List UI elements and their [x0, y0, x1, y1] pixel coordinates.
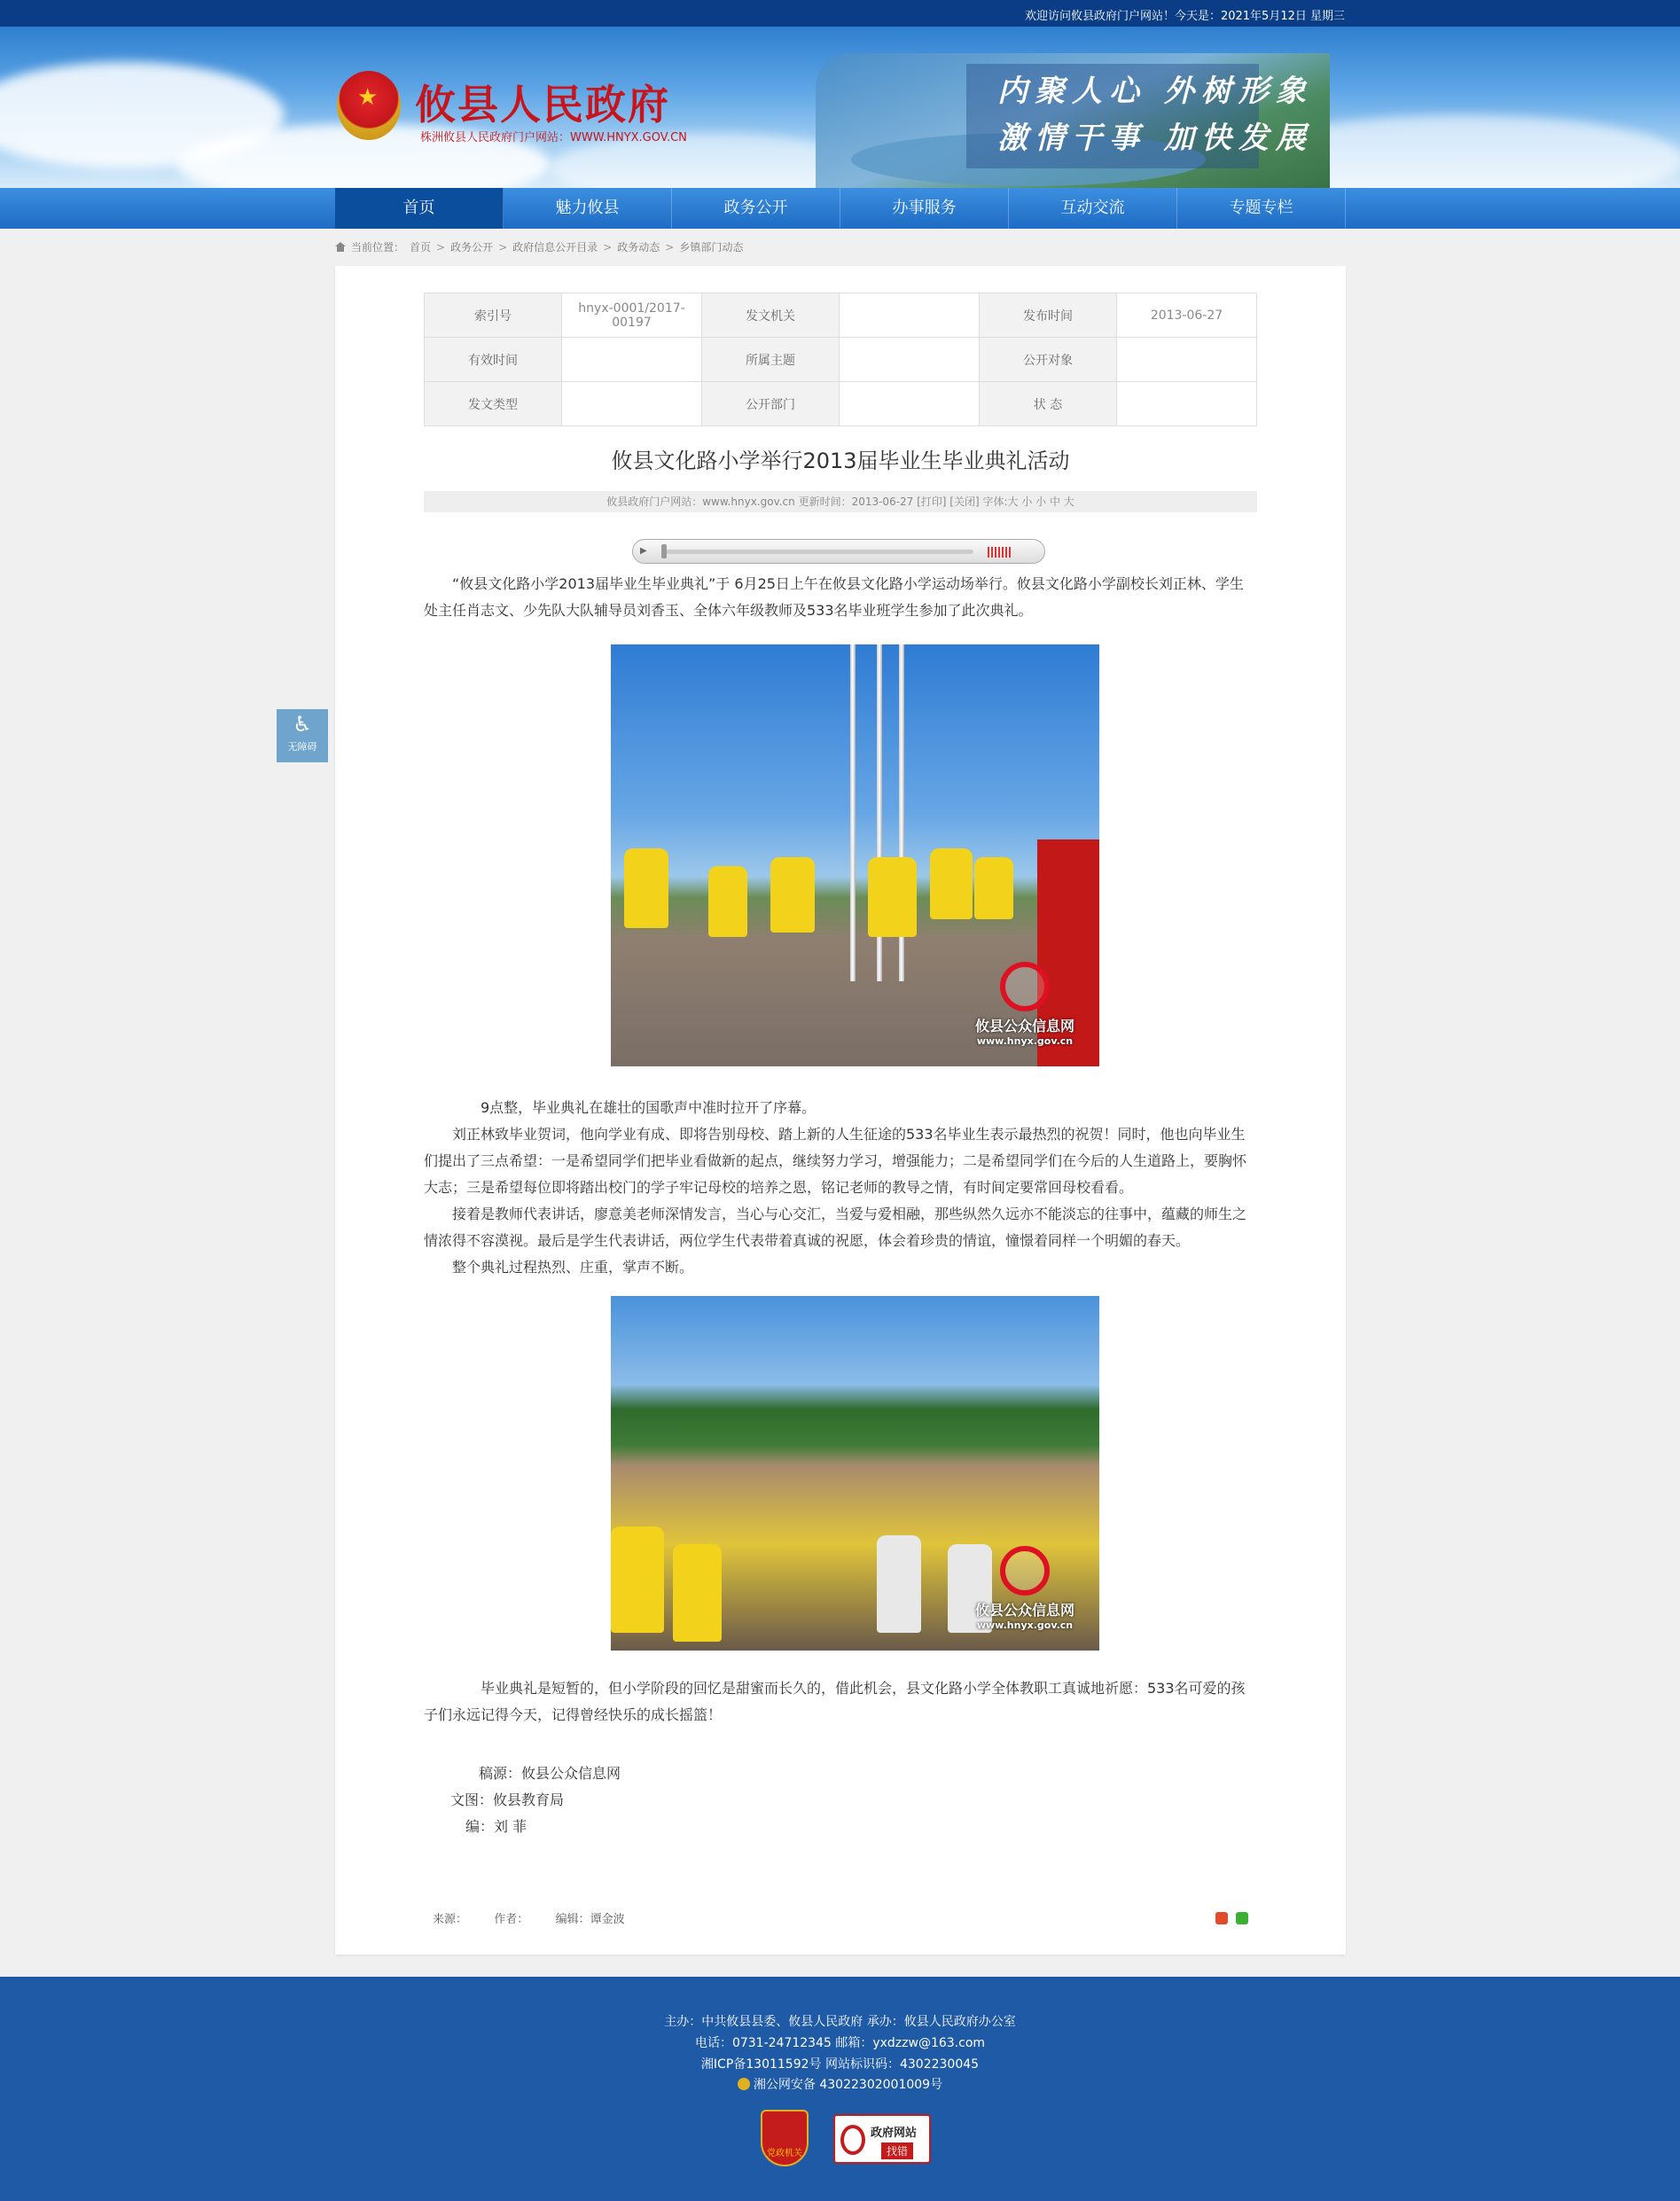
student-figure [930, 848, 973, 919]
police-record-text: 湘公网安备 43022302001009号 [753, 2078, 943, 2092]
breadcrumb [335, 239, 743, 254]
article-paragraph: 毕业典礼是短暂的，但小学阶段的回忆是甜蜜而长久的，借此机会，县文化路小学全体教职工真诚地祈愿：533名可爱的孩子们永远记得今天，记得曾经快乐的成长摇篮！ [424, 1680, 1246, 1723]
watermark-text: 攸县公众信息网 [974, 1602, 1074, 1619]
breadcrumb-separator: > [603, 240, 613, 254]
breadcrumb-separator: > [436, 240, 446, 254]
info-value [562, 382, 702, 426]
find-error-label: 找错 [881, 2142, 913, 2159]
breadcrumb-separator: > [665, 240, 675, 254]
wheelchair-icon: ♿ [293, 712, 312, 737]
nav-item-home[interactable]: 首页 [335, 188, 504, 229]
nav-item-interaction[interactable]: 互动交流 [1009, 188, 1177, 229]
find-error-button[interactable] [833, 2114, 931, 2164]
breadcrumb-separator: > [498, 240, 508, 254]
home-icon [335, 242, 346, 252]
info-value: hnyx-0001/2017-00197 [562, 293, 702, 338]
photo-watermark [975, 1546, 1074, 1631]
header-banner [0, 27, 1680, 188]
footer-contact: 电话：0731-24712345 邮箱：yxdzzw@163.com [694, 2036, 986, 2050]
breadcrumb-item[interactable]: 政府信息公开目录 [512, 241, 598, 254]
slogan-line-1: 内聚人心 外树形象 [997, 74, 1313, 109]
find-error-title: 政府网站 [871, 2127, 918, 2140]
flag-pole [850, 644, 856, 981]
article-photo [611, 1296, 1099, 1651]
breadcrumb-prefix: 当前位置： [351, 241, 405, 254]
article-paragraph: 9点整，毕业典礼在雄壮的国歌声中准时拉开了序幕。 [481, 1099, 817, 1116]
table-row [425, 293, 1257, 338]
article-paragraph: 接着是教师代表讲话，廖意美老师深情发言，当心与心交汇，当爱与爱相融，那些纵然久远亦不能淡忘的往事中，蕴藏的师生之情浓得不容漠视。最后是学生代表讲话，两位学生代表带着真诚的祝愿，体会着珍贵的情谊，憧憬着同样一个明媚的春天。 [424, 1206, 1247, 1249]
watermark-logo-icon [1000, 962, 1050, 1011]
play-icon[interactable]: ▶ [640, 546, 647, 556]
emblem-star-icon: ★ [357, 84, 379, 111]
article-photo [611, 644, 1099, 1066]
footer-host: 主办：中共攸县县委、攸县人民政府 承办：攸县人民政府办公室 [664, 2015, 1016, 2029]
info-label: 发文机关 [702, 293, 840, 338]
student-figure [868, 857, 917, 937]
audio-player[interactable] [632, 539, 1045, 564]
info-label: 公开对象 [980, 338, 1117, 382]
audio-progress-handle[interactable] [661, 544, 667, 558]
article-footer-meta [433, 1909, 625, 1926]
accessibility-button[interactable] [277, 709, 328, 762]
nav-item-gov-affairs[interactable]: 政务公开 [672, 188, 840, 229]
student-figure [974, 857, 1013, 919]
article-paragraph: “攸县文化路小学2013届毕业生毕业典礼”于 6月25日上午在攸县文化路小学运动场举行。攸县文化路小学副校长刘正林、学生处主任肖志文、少先队大队辅导员刘香玉、全体六年级教师及533名毕业班学生参加了此次典礼。 [424, 575, 1244, 619]
info-value [840, 338, 980, 382]
site-url: 株洲攸县人民政府门户网站：WWW.HNYX.GOV.CN [420, 131, 687, 144]
party-gov-label: 党政机关 [767, 2149, 802, 2158]
info-value [1117, 338, 1257, 382]
student-figure [770, 857, 815, 933]
footer-icp[interactable]: 湘ICP备13011592号 网站标识码：4302230045 [700, 2057, 980, 2072]
info-label: 索引号 [425, 293, 562, 338]
info-table [424, 293, 1257, 426]
info-label: 所属主题 [702, 338, 840, 382]
watermark-logo-icon [1000, 1546, 1050, 1596]
credit-author: 文图：攸县教育局 [450, 1791, 565, 1808]
student-figure [673, 1544, 722, 1642]
author-label: 作者： [494, 1913, 529, 1926]
info-value [562, 338, 702, 382]
audio-progress-track[interactable] [663, 550, 973, 554]
credit-editor: 编：刘 菲 [465, 1818, 527, 1835]
footer-police-record[interactable] [0, 2075, 1680, 2093]
watermark-text: 攸县公众信息网 [974, 1018, 1074, 1034]
info-value [840, 382, 980, 426]
info-label: 发布时间 [980, 293, 1117, 338]
volume-icon[interactable] [988, 547, 1011, 558]
watermark-url: www.hnyx.gov.cn [976, 1620, 1074, 1631]
info-label: 发文类型 [425, 382, 562, 426]
photo-watermark [975, 962, 1074, 1047]
article-paragraph: 刘正林致毕业贺词，他向学业有成、即将告别母校、踏上新的人生征途的533名毕业生表示最热烈的祝贺！同时，他也向毕业生们提出了三点希望：一是希望同学们把毕业看做新的起点，继续努力学习，增强能力；二是希望同学们在今后的人生道路上，要胸怀大志；三是希望每位即将踏出校门的学子牢记母校的培养之恩，铭记老师的教导之情，有时间定要常回母校看看。 [424, 1126, 1247, 1196]
info-label: 有效时间 [425, 338, 562, 382]
student-figure [624, 848, 668, 928]
breadcrumb-item[interactable]: 政务动态 [617, 241, 660, 254]
table-row [425, 382, 1257, 426]
accessibility-label: 无障碍 [287, 741, 317, 753]
article-paragraph: 整个典礼过程热烈、庄重，掌声不断。 [452, 1259, 694, 1276]
student-figure [877, 1535, 921, 1633]
article-meta[interactable]: 攸县政府门户网站：www.hnyx.gov.cn 更新时间：2013-06-27 [打印] [关闭] 字体:大 小 小 中 大 [424, 491, 1257, 512]
breadcrumb-item[interactable]: 政务公开 [450, 241, 494, 254]
welcome-text: 欢迎访问攸县政府门户网站！今天是：2021年5月12日 星期三 [1024, 10, 1345, 23]
info-label: 状 态 [980, 382, 1117, 426]
top-bar [0, 0, 1680, 27]
main-nav [0, 188, 1680, 229]
wechat-share-icon[interactable] [1236, 1912, 1248, 1924]
info-value [840, 293, 980, 338]
info-label: 公开部门 [702, 382, 840, 426]
breadcrumb-item[interactable]: 乡镇部门动态 [679, 241, 744, 254]
info-value: 2013-06-27 [1117, 293, 1257, 338]
article-card [335, 266, 1346, 1955]
police-badge-icon [738, 2078, 750, 2090]
student-figure [708, 866, 747, 937]
credit-source: 稿源：攸县公众信息网 [479, 1765, 621, 1782]
article-title: 攸县文化路小学举行2013届毕业生毕业典礼活动 [611, 449, 1070, 473]
info-value [1117, 382, 1257, 426]
table-row [425, 338, 1257, 382]
slogan-line-2: 激情干事 加快发展 [997, 121, 1313, 156]
site-logo-title[interactable]: 攸县人民政府 [415, 81, 670, 129]
editor-label: 编辑：谭金波 [555, 1913, 625, 1926]
student-figure [611, 1526, 664, 1633]
weibo-share-icon[interactable] [1215, 1912, 1228, 1924]
party-gov-badge[interactable] [761, 2110, 809, 2166]
nav-item-services[interactable]: 办事服务 [840, 188, 1009, 229]
nav-item-charm[interactable]: 魅力攸县 [504, 188, 672, 229]
breadcrumb-item[interactable]: 首页 [410, 241, 432, 254]
nav-item-topics[interactable]: 专题专栏 [1177, 188, 1346, 229]
watermark-url: www.hnyx.gov.cn [976, 1035, 1074, 1047]
magnifier-icon [840, 2125, 865, 2155]
source-label: 来源： [433, 1913, 468, 1926]
site-footer [0, 1977, 1680, 2201]
